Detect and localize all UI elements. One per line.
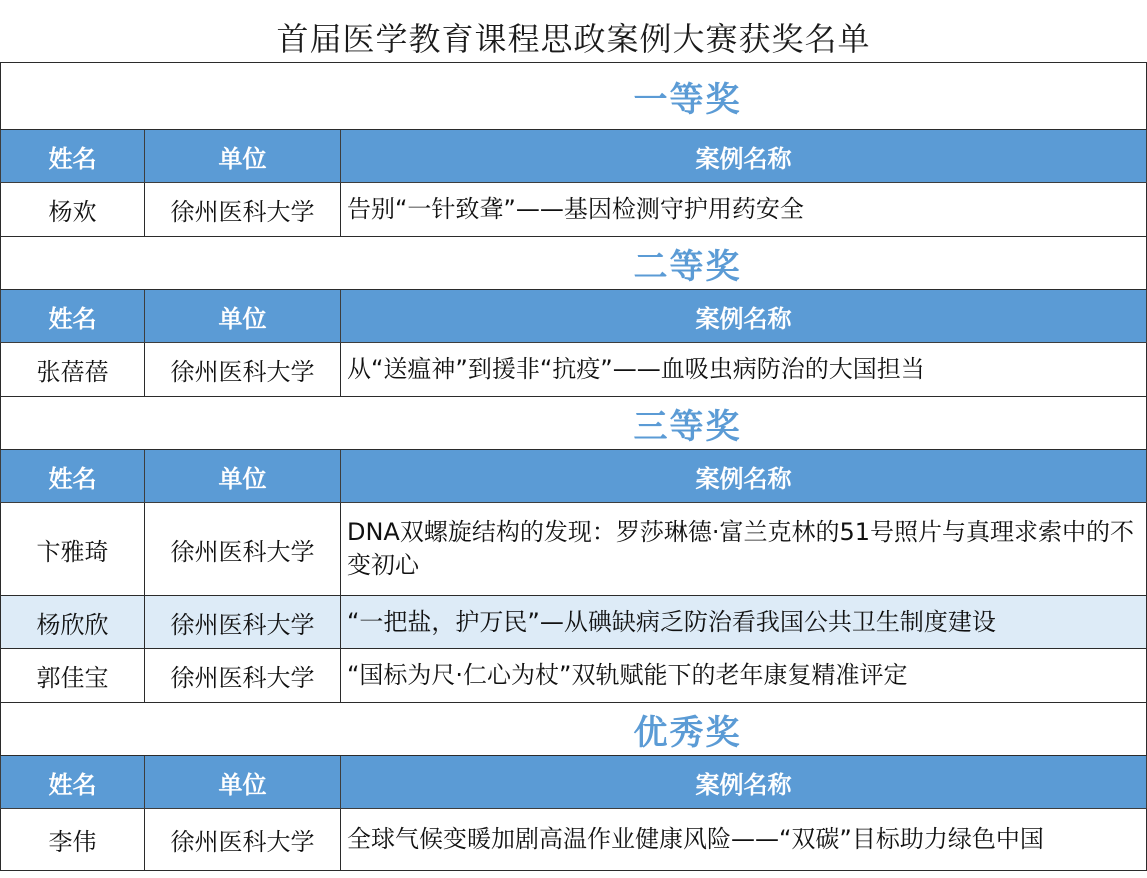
section-title-third-prize: 三等奖 (1, 397, 1147, 450)
section-row-excellence-prize (1, 703, 1147, 756)
table-row (1, 343, 1147, 397)
cell-case: 从“送瘟神”到援非“抗疫”——血吸虫病防治的大国担当 (341, 343, 1147, 397)
cell-case: 全球气候变暖加剧高温作业健康风险——“双碳”目标助力绿色中国 (341, 809, 1147, 871)
section-row-first-prize (1, 63, 1147, 130)
cell-unit: 徐州医科大学 (145, 809, 341, 871)
cell-case: “国标为尺·仁心为杖”双轨赋能下的老年康复精准评定 (341, 649, 1147, 703)
header-name: 姓名 (1, 290, 145, 343)
section-title-first-prize: 一等奖 (1, 63, 1147, 130)
cell-name: 杨欣欣 (1, 596, 145, 649)
cell-name: 卞雅琦 (1, 503, 145, 596)
cell-name: 张蓓蓓 (1, 343, 145, 397)
cell-case: “一把盐，护万民”—从碘缺病乏防治看我国公共卫生制度建设 (341, 596, 1147, 649)
cell-unit: 徐州医科大学 (145, 596, 341, 649)
header-name: 姓名 (1, 756, 145, 809)
header-case: 案例名称 (341, 450, 1147, 503)
section-row-third-prize (1, 397, 1147, 450)
section-row-second-prize (1, 237, 1147, 290)
cell-name: 李伟 (1, 809, 145, 871)
cell-name: 郭佳宝 (1, 649, 145, 703)
table-header (1, 130, 1147, 183)
cell-case: 告别“一针致聋”——基因检测守护用药安全 (341, 183, 1147, 237)
header-unit: 单位 (145, 756, 341, 809)
header-unit: 单位 (145, 130, 341, 183)
header-name: 姓名 (1, 130, 145, 183)
cell-name: 杨欢 (1, 183, 145, 237)
table-row (1, 596, 1147, 649)
header-unit: 单位 (145, 450, 341, 503)
table-header (1, 290, 1147, 343)
section-title-second-prize: 二等奖 (1, 237, 1147, 290)
table-row (1, 649, 1147, 703)
header-unit: 单位 (145, 290, 341, 343)
awards-table (0, 62, 1147, 871)
cell-unit: 徐州医科大学 (145, 503, 341, 596)
table-row (1, 183, 1147, 237)
cell-unit: 徐州医科大学 (145, 343, 341, 397)
table-header (1, 756, 1147, 809)
header-name: 姓名 (1, 450, 145, 503)
header-case: 案例名称 (341, 756, 1147, 809)
header-case: 案例名称 (341, 130, 1147, 183)
table-row (1, 503, 1147, 596)
cell-case: DNA双螺旋结构的发现：罗莎琳德·富兰克林的51号照片与真理求索中的不变初心 (341, 503, 1147, 596)
cell-unit: 徐州医科大学 (145, 183, 341, 237)
cell-unit: 徐州医科大学 (145, 649, 341, 703)
table-header (1, 450, 1147, 503)
header-case: 案例名称 (341, 290, 1147, 343)
page-title: 首届医学教育课程思政案例大赛获奖名单 (276, 20, 871, 58)
section-title-excellence-prize: 优秀奖 (1, 703, 1147, 756)
table-row (1, 809, 1147, 871)
